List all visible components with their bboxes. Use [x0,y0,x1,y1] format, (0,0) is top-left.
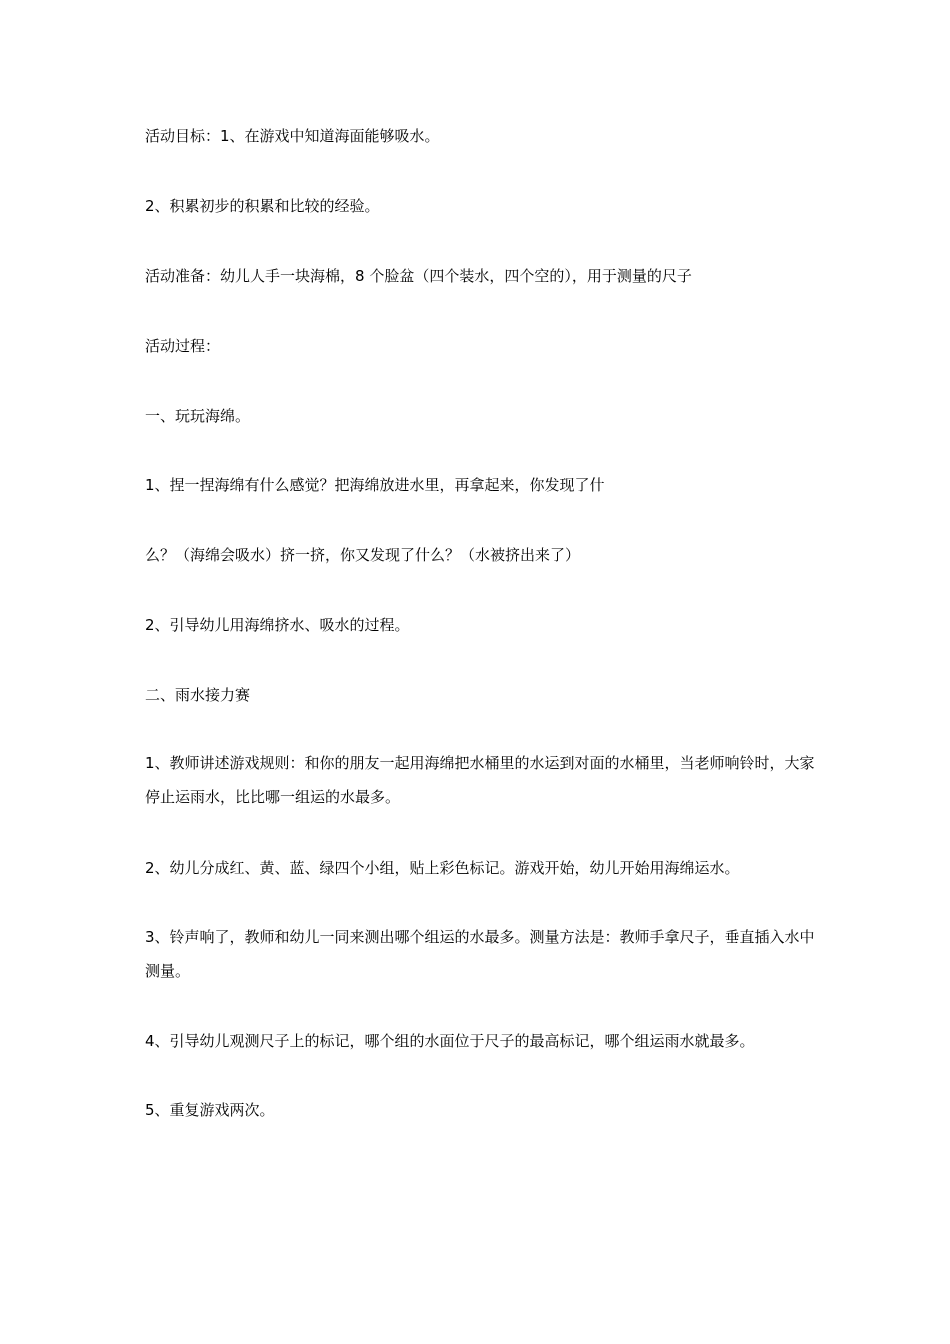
section-two-item-1: 1、教师讲述游戏规则：和你的朋友一起用海绵把水桶里的水运到对面的水桶里，当老师响铃时，大家停止运雨水，比比哪一组运的水最多。 [145,754,815,806]
activity-goal-line-1: 活动目标：1、在游戏中知道海面能够吸水。 [145,127,440,145]
section-two-item-3: 3、铃声响了，教师和幼儿一同来测出哪个组运的水最多。测量方法是：教师手拿尺子，垂直插入水中测量。 [145,928,815,980]
section-two-item-4: 4、引导幼儿观测尺子上的标记，哪个组的水面位于尺子的最高标记，哪个组运雨水就最多。 [145,1032,755,1050]
section-one-heading: 一、玩玩海绵。 [145,407,251,425]
section-one-item-2: 2、引导幼儿用海绵挤水、吸水的过程。 [145,616,410,634]
section-two-item-2: 2、幼儿分成红、黄、蓝、绿四个小组，贴上彩色标记。游戏开始，幼儿开始用海绵运水。 [145,859,740,877]
section-one-item-1-line-1: 1、捏一捏海绵有什么感觉？把海绵放进水里，再拿起来，你发现了什 [145,476,605,494]
section-two-item-5: 5、重复游戏两次。 [145,1101,275,1119]
activity-process-heading: 活动过程： [145,337,221,355]
activity-preparation: 活动准备：幼儿人手一块海棉，8 个脸盆（四个装水，四个空的），用于测量的尺子 [145,267,692,285]
section-one-item-1-line-2: 么？（海绵会吸水）挤一挤，你又发现了什么？（水被挤出来了） [145,546,581,564]
activity-goal-line-2: 2、积累初步的积累和比较的经验。 [145,197,380,215]
section-two-heading: 二、雨水接力赛 [145,686,251,704]
